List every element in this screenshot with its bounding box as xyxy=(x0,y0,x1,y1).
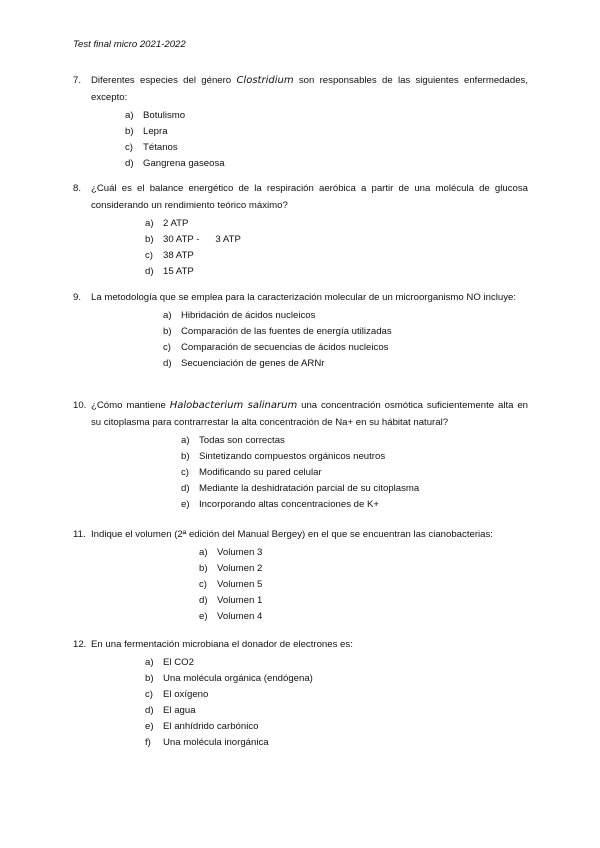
option[interactable]: a) Hibridación de ácidos nucleicos xyxy=(163,310,316,321)
option[interactable]: c) Volumen 5 xyxy=(199,579,263,590)
option[interactable]: b) Una molécula orgánica (endógena) xyxy=(145,673,313,684)
option[interactable]: c) 38 ATP xyxy=(145,250,194,261)
option[interactable]: e) El anhídrido carbónico xyxy=(145,721,259,732)
option[interactable]: b) Sintetizando compuestos orgánicos neutros xyxy=(181,451,386,462)
option[interactable]: d) Volumen 1 xyxy=(199,595,263,606)
options-list xyxy=(163,308,528,372)
options-list xyxy=(125,108,528,172)
question-number: 11. xyxy=(73,529,86,540)
question-7 xyxy=(73,72,528,172)
option[interactable]: c) El oxígeno xyxy=(145,689,209,700)
options-list xyxy=(145,216,528,280)
option[interactable]: a) Volumen 3 xyxy=(199,547,263,558)
option[interactable]: b) Comparación de las fuentes de energía utilizadas xyxy=(163,326,392,337)
question-8 xyxy=(73,180,528,280)
option[interactable]: e) Incorporando altas concentraciones de K+ xyxy=(181,499,379,510)
options-list xyxy=(199,545,528,625)
option[interactable]: d) Mediante la deshidratación parcial de su citoplasma xyxy=(181,483,420,494)
question-text: En una fermentación microbiana el donador de electrones es: xyxy=(91,639,353,650)
option[interactable]: d) Secuenciación de genes de ARNr xyxy=(163,358,325,369)
option[interactable]: d) Gangrena gaseosa xyxy=(125,158,225,169)
question-12 xyxy=(73,636,528,751)
question-11 xyxy=(73,526,528,625)
question-text: ¿Cuál es el balance energético de la respiración aeróbica a partir de una molécula de glucosa considerando un rendimiento teórico máximo? xyxy=(91,183,528,211)
options-list xyxy=(145,655,528,751)
option[interactable]: a) Todas son correctas xyxy=(181,435,285,446)
question-text: Indique el volumen (2ª edición del Manual Bergey) en el que se encuentran las cianobacterias: xyxy=(91,529,493,540)
option[interactable]: b) Volumen 2 xyxy=(199,563,263,574)
question-text: Diferentes especies del género Clostridium son responsables de las siguientes enfermedades, excepto: xyxy=(91,75,528,103)
question-9 xyxy=(73,289,528,372)
question-number: 10. xyxy=(73,400,87,411)
option[interactable]: b) 30 ATP - 3 ATP xyxy=(145,234,241,245)
question-number: 9. xyxy=(73,292,82,303)
option[interactable]: c) Comparación de secuencias de ácidos nucleicos xyxy=(163,342,389,353)
option[interactable]: a) El CO2 xyxy=(145,657,194,668)
option[interactable]: a) 2 ATP xyxy=(145,218,189,229)
option[interactable]: c) Tétanos xyxy=(125,142,178,153)
option[interactable]: e) Volumen 4 xyxy=(199,611,263,622)
question-number: 7. xyxy=(73,75,82,86)
option[interactable]: c) Modificando su pared celular xyxy=(181,467,322,478)
option[interactable]: a) Botulismo xyxy=(125,110,186,121)
question-10 xyxy=(73,397,528,513)
option[interactable]: f) Una molécula inorgánica xyxy=(145,737,269,748)
option[interactable]: d) 15 ATP xyxy=(145,266,194,277)
option[interactable]: b) Lepra xyxy=(125,126,168,137)
question-text: ¿Cómo mantiene Halobacterium salinarum una concentración osmótica suficientemente alta en su citoplasma para contrarrestar la alta concentración de Na+ en su hábitat natural? xyxy=(91,400,529,428)
question-number: 8. xyxy=(73,183,82,194)
option[interactable]: d) El agua xyxy=(145,705,196,716)
question-number: 12. xyxy=(73,639,87,650)
document-header: Test final micro 2021-2022 xyxy=(73,39,186,50)
question-text: La metodología que se emplea para la caracterización molecular de un microorganismo NO incluye: xyxy=(91,292,517,303)
options-list xyxy=(181,433,528,513)
